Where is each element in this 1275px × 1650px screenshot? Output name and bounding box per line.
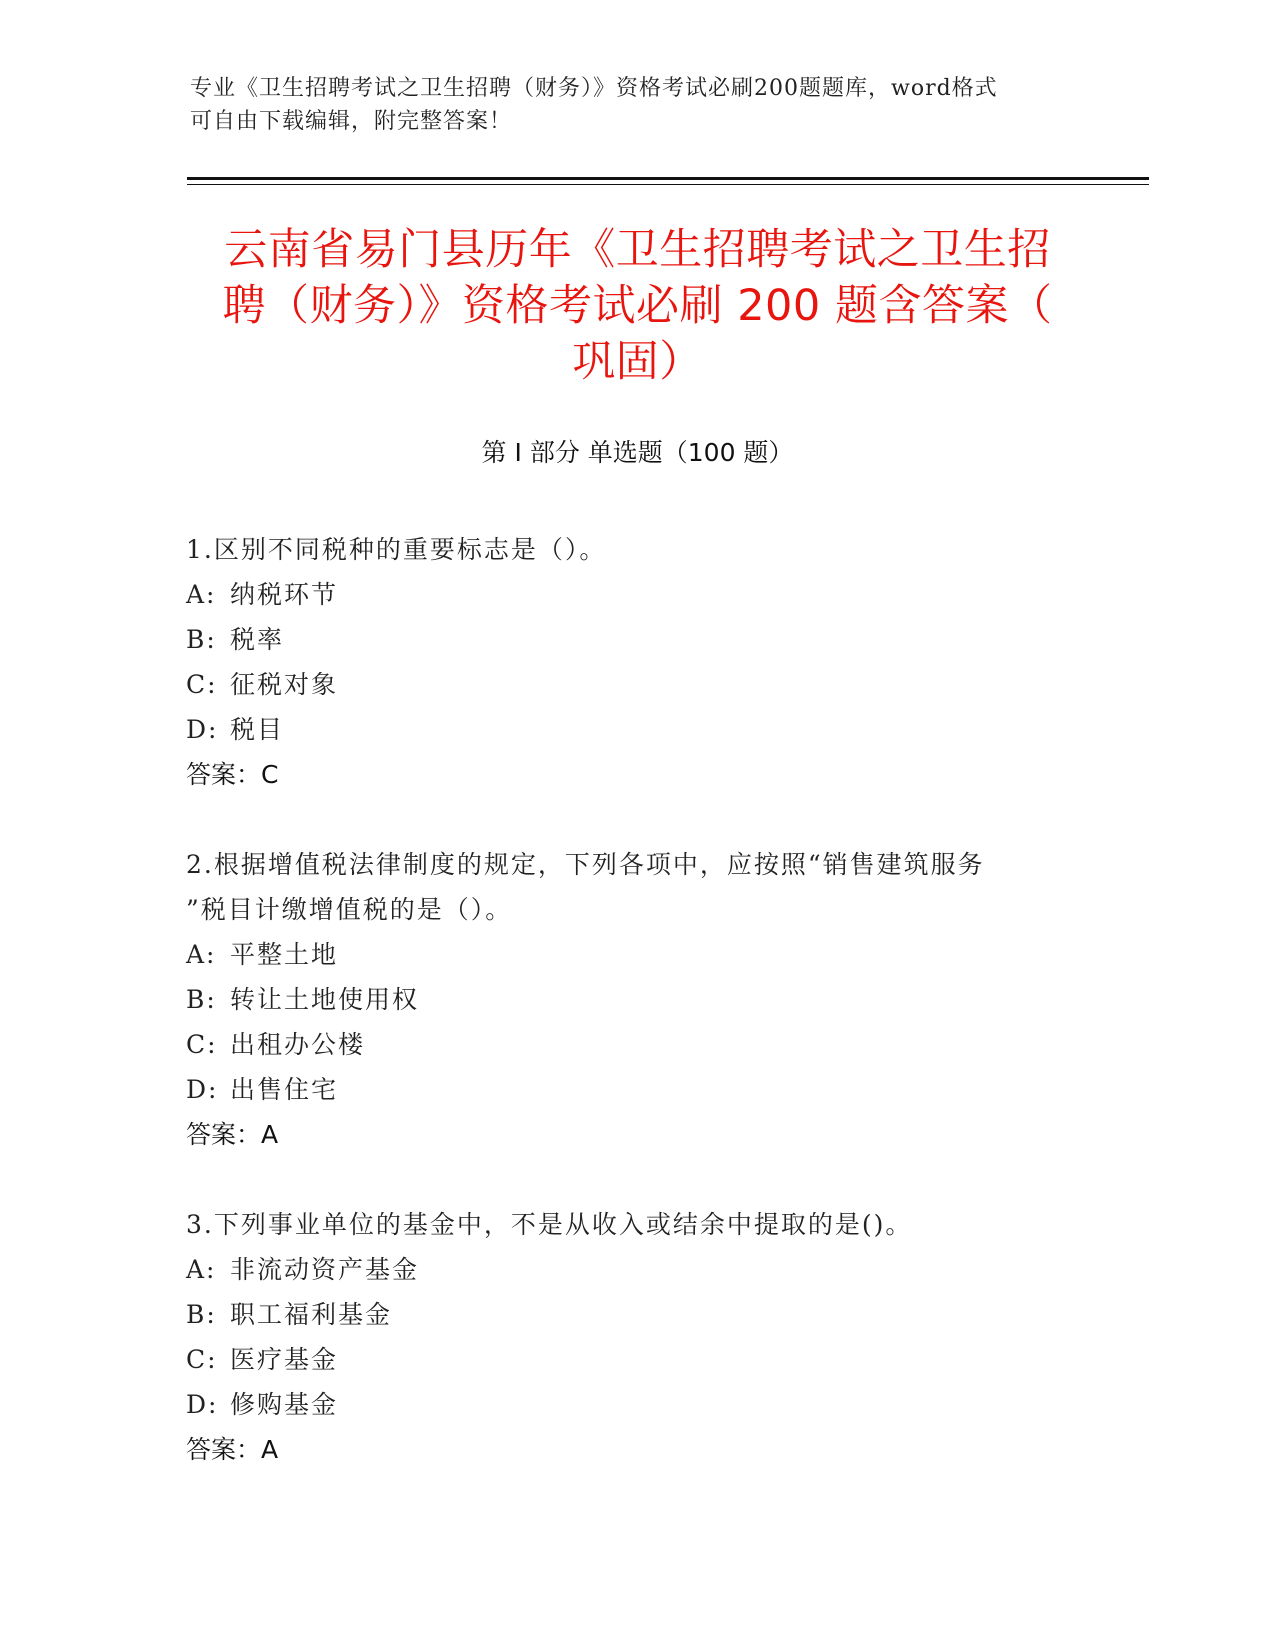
- option-d: [186, 707, 1086, 752]
- option-text: 平整土地: [230, 940, 339, 969]
- header-rule-thick: [187, 177, 1149, 180]
- option-letter: A:: [186, 580, 217, 609]
- option-c: [186, 1022, 1086, 1067]
- option-letter: C:: [186, 670, 218, 699]
- option-text: 纳税环节: [230, 580, 339, 609]
- option-text: 出售住宅: [230, 1075, 339, 1104]
- question-stem: 2.根据增值税法律制度的规定，下列各项中，应按照“销售建筑服务: [186, 850, 985, 879]
- option-c: [186, 1337, 1086, 1382]
- document-title: [170, 222, 1105, 390]
- option-letter: D:: [186, 1075, 219, 1104]
- question-stem: 1.区别不同税种的重要标志是（）。: [186, 535, 607, 564]
- answer-label: 答案：A: [186, 1120, 279, 1149]
- option-text: 税率: [230, 625, 285, 654]
- option-text: 征税对象: [230, 670, 339, 699]
- section-heading: 第 I 部分 单选题（100 题）: [481, 438, 794, 467]
- option-letter: D:: [186, 1390, 219, 1419]
- option-letter: A:: [186, 940, 217, 969]
- question-list: [186, 527, 1086, 1517]
- option-letter: B:: [186, 985, 217, 1014]
- answer-label: 答案：C: [186, 760, 279, 789]
- header-rule-thin: [187, 184, 1149, 185]
- header-note-line-2: 可自由下载编辑，附完整答案！: [190, 109, 513, 134]
- option-b: [186, 977, 1086, 1022]
- answer-label: 答案：A: [186, 1435, 279, 1464]
- option-letter: C:: [186, 1345, 218, 1374]
- question-3: [186, 1202, 1086, 1472]
- option-c: [186, 662, 1086, 707]
- option-a: [186, 932, 1086, 977]
- option-a: [186, 572, 1086, 617]
- option-text: 职工福利基金: [230, 1300, 393, 1329]
- option-a: [186, 1247, 1086, 1292]
- option-b: [186, 1292, 1086, 1337]
- option-letter: A:: [186, 1255, 217, 1284]
- option-text: 医疗基金: [230, 1345, 339, 1374]
- header-note: [190, 72, 1090, 138]
- question-stem-continued: ”税目计缴增值税的是（）。: [186, 895, 513, 924]
- question-2: [186, 842, 1086, 1157]
- option-d: [186, 1382, 1086, 1427]
- option-letter: B:: [186, 1300, 217, 1329]
- option-text: 转让土地使用权: [230, 985, 420, 1014]
- option-letter: C:: [186, 1030, 218, 1059]
- question-1: [186, 527, 1086, 797]
- question-stem: 3.下列事业单位的基金中，不是从收入或结余中提取的是()。: [186, 1210, 913, 1239]
- option-text: 税目: [230, 715, 285, 744]
- option-d: [186, 1067, 1086, 1112]
- title-line-3: 巩固）: [572, 337, 703, 387]
- option-letter: B:: [186, 625, 217, 654]
- header-note-line-1: 专业《卫生招聘考试之卫生招聘（财务）》资格考试必刷200题题库，word格式: [190, 76, 998, 101]
- option-text: 非流动资产基金: [230, 1255, 420, 1284]
- option-text: 修购基金: [230, 1390, 339, 1419]
- option-text: 出租办公楼: [230, 1030, 366, 1059]
- option-b: [186, 617, 1086, 662]
- title-line-2: 聘（财务）》资格考试必刷 200 题含答案（: [222, 281, 1053, 331]
- title-line-1: 云南省易门县历年《卫生招聘考试之卫生招: [224, 225, 1051, 275]
- option-letter: D:: [186, 715, 219, 744]
